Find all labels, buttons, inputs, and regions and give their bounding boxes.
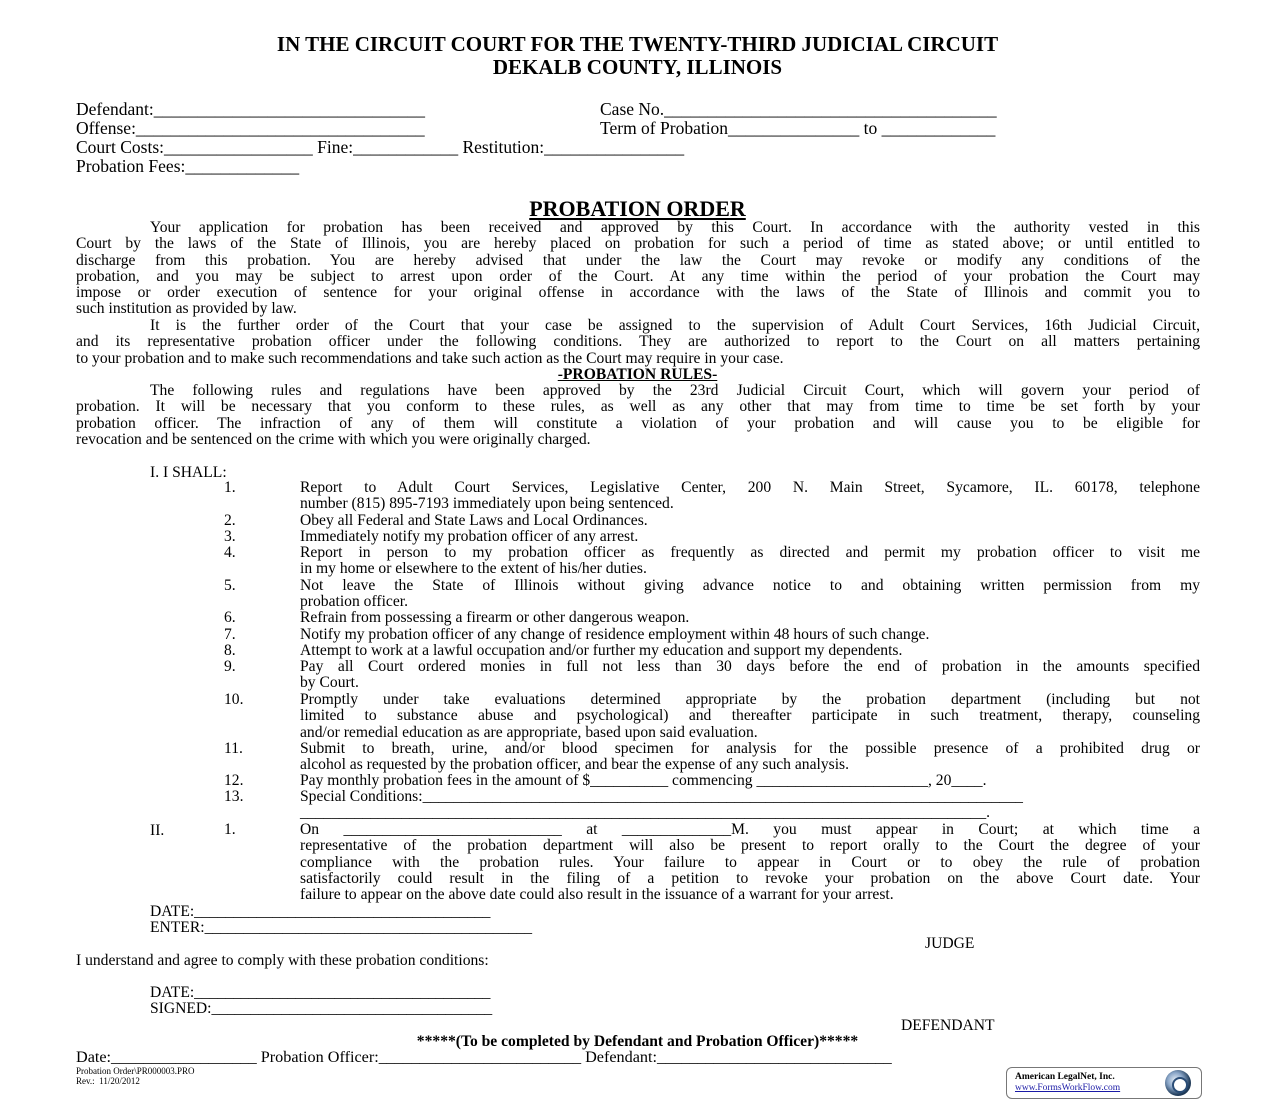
defendant-label: DEFENDANT	[901, 1017, 995, 1034]
rule-line: Pay monthly probation fees in the amount of $__________ commencing ______________________, 20____.	[300, 772, 987, 789]
special-conditions-field[interactable]	[300, 789, 1200, 822]
case-number-field[interactable]: Case No.______________________________________	[600, 99, 997, 119]
rule-line: and/or remedial education as are appropriate, based upon said evaluation.	[300, 723, 758, 741]
judge-enter-field[interactable]: ENTER:__________________________________________	[150, 919, 533, 936]
rule-text	[300, 578, 1200, 611]
rule-number: 3.	[224, 528, 236, 545]
paragraph-line: Court by the laws of the State of Illinois, you are hereby placed on probation for such a period of time as stated above; or until entitled to	[76, 235, 1200, 253]
paragraph-line: to your probation and to make such recommendations and take such action as the Court may require in your case.	[76, 349, 784, 367]
rule-line: probation officer.	[300, 593, 408, 611]
rule-line: On ____________________________ at ______________M. you must appear in Court; at which time a	[300, 821, 1200, 838]
rule-line: satisfactorily could result in the filing of a petition to revoke your probation on the above Court date. Your	[300, 869, 1200, 887]
rule-line: Special Conditions:_____________________________________________________________________________	[300, 788, 1023, 805]
paragraph-line: such institution as provided by law.	[76, 300, 297, 318]
rule-number: 5.	[224, 577, 236, 594]
publisher-logo[interactable]	[1006, 1067, 1202, 1099]
section-two-label: II.	[150, 822, 165, 839]
rule-line: failure to appear on the above date could also result in the issuance of a warrant for your arrest.	[300, 886, 894, 904]
rule-number: 4.	[224, 544, 236, 561]
rule-text	[300, 659, 1200, 692]
rule-line: Immediately notify my probation officer of any arrest.	[300, 528, 639, 545]
judge-label: JUDGE	[925, 935, 975, 952]
rule-number: 8.	[224, 642, 236, 659]
revision-date: Rev.: 11/20/2012	[76, 1076, 140, 1086]
rule-text	[300, 545, 1200, 578]
rule-line: Refrain from possessing a firearm or other dangerous weapon.	[300, 609, 690, 626]
rule-line: Obey all Federal and State Laws and Local Ordinances.	[300, 512, 648, 529]
rule-text	[300, 610, 1200, 626]
rule-number: 11.	[224, 740, 243, 757]
rule-line: compliance with the probation rules. Your failure to appear in Court or to obey the rule of probation	[300, 853, 1200, 871]
rule-text	[300, 513, 1200, 529]
rule-line: Promptly under take evaluations determined appropriate by the probation department (including but not	[300, 691, 1200, 708]
paragraph-line: and its representative probation officer under the following conditions. They are authorized to report to the Court on all matters pertaining	[76, 333, 1200, 351]
globe-icon	[1165, 1070, 1191, 1096]
county-title: DEKALB COUNTY, ILLINOIS	[492, 55, 783, 79]
rule-number: 1.	[224, 479, 236, 496]
rule-line: Notify my probation officer of any change of residence employment within 48 hours of such change.	[300, 626, 930, 643]
paragraph-line: probation. It will be necessary that you conform to these rules, as well as any other that may from time to time be set forth by your	[76, 398, 1200, 416]
rule-text	[300, 643, 1200, 659]
rule-number: 10.	[224, 691, 244, 708]
rule-number: 7.	[224, 626, 236, 643]
publisher-link[interactable]: www.FormsWorkFlow.com	[1015, 1083, 1121, 1093]
rule-text	[300, 741, 1200, 774]
term-of-probation-field[interactable]: Term of Probation_______________ to _____________	[600, 118, 996, 138]
rule-line: alcohol as requested by the probation officer, and bear the expense of any such analysis.	[300, 756, 850, 774]
rule-line: Attempt to work at a lawful occupation and/or further my education and support my dependents.	[300, 642, 903, 659]
rule-line: in my home or elsewhere to the extent of his/her duties.	[300, 560, 647, 578]
probation-rules-heading: -PROBATION RULES-	[557, 366, 718, 383]
paragraph-rules-intro	[76, 383, 1200, 448]
court-title: IN THE CIRCUIT COURT FOR THE TWENTY-THIRD JUDICIAL CIRCUIT	[276, 32, 999, 56]
rule-text	[300, 627, 1200, 643]
defendant-date-field[interactable]: DATE:______________________________________	[150, 984, 491, 1001]
paragraph-line: impose or order execution of sentence for your original offense in accordance with the laws of the State of Illinois and commit you to	[76, 284, 1200, 302]
defendant-field[interactable]: Defendant:_______________________________	[76, 99, 425, 119]
paragraph-line: It is the further order of the Court that your case be assigned to the supervision of Adult Court Services, 16th Judicial Circuit,	[150, 317, 1200, 334]
paragraph-line: probation, and you may be subject to arrest upon order of the Court. At any time within the period of your probation the Court may	[76, 267, 1200, 285]
paragraph-line: revocation and be sentenced on the crime with which you were originally charged.	[76, 430, 591, 448]
rule-number: 12.	[224, 772, 244, 789]
offense-field[interactable]: Offense:_________________________________	[76, 118, 425, 138]
rule-line: ________________________________________________________________________________________.	[300, 804, 991, 822]
agreement-statement: I understand and agree to comply with these probation conditions:	[76, 952, 489, 969]
judge-date-field[interactable]: DATE:______________________________________	[150, 903, 491, 920]
court-appearance-text[interactable]	[300, 822, 1200, 903]
rule-number: 1.	[224, 821, 236, 838]
rule-number: 9.	[224, 658, 236, 675]
probation-fees-field[interactable]: Probation Fees:_____________	[76, 156, 300, 176]
rule-line: Report to Adult Court Services, Legislative Center, 200 N. Main Street, Sycamore, IL. 60178, telephone	[300, 479, 1200, 496]
costs-fine-restitution-field[interactable]: Court Costs:_________________ Fine:____________ Restitution:________________	[76, 137, 685, 157]
publisher-name: American LegalNet, Inc.	[1015, 1072, 1115, 1082]
rule-line: Report in person to my probation officer as frequently as directed and permit my probation officer to visit me	[300, 544, 1200, 561]
form-id: Probation Order\PR000003.PRO	[76, 1066, 195, 1076]
rule-line: Pay all Court ordered monies in full not less than 30 days before the end of probation in the amounts specified	[300, 658, 1200, 675]
paragraph-line: The following rules and regulations have been approved by the 23rd Judicial Circuit Court, which will govern your period of	[150, 382, 1200, 399]
paragraph-approval	[76, 220, 1200, 318]
rule-number: 2.	[224, 512, 236, 529]
completion-note: *****(To be completed by Defendant and Probation Officer)*****	[416, 1033, 859, 1050]
rule-line: Not leave the State of Illinois without giving advance notice to and obtaining written permission from my	[300, 577, 1200, 594]
completion-row-fields[interactable]: Date:__________________ Probation Officer:_________________________ Defendant:_____________________________	[76, 1048, 892, 1066]
rule-line: Submit to breath, urine, and/or blood specimen for analysis for the possible presence of a prohibited drug or	[300, 740, 1200, 757]
paragraph-line: discharge from this probation. You are hereby advised that under the law the Court may revoke or modify any conditions of the	[76, 251, 1200, 269]
defendant-signed-field[interactable]: SIGNED:____________________________________	[150, 1000, 493, 1017]
rule-number: 13.	[224, 788, 244, 805]
rule-number: 6.	[224, 609, 236, 626]
paragraph-supervision	[76, 318, 1200, 367]
rule-line: by Court.	[300, 674, 359, 692]
rule-line: limited to substance abuse and psychological) and thereafter participate in such treatment, therapy, counseling	[300, 707, 1200, 725]
rule-line: number (815) 895-7193 immediately upon being sentenced.	[300, 495, 674, 513]
rule-text	[300, 480, 1200, 513]
rule-text	[300, 529, 1200, 545]
rule-text	[300, 692, 1200, 741]
section-one-label: I. I SHALL:	[150, 464, 227, 481]
paragraph-line: Your application for probation has been received and approved by this Court. In accordance with the authority vested in this	[150, 219, 1200, 236]
paragraph-line: probation officer. The infraction of any of them will constitute a violation of your probation and will cause you to be eligible for	[76, 414, 1200, 432]
rule-line: representative of the probation department will also be present to report orally to the Court the degree of your	[300, 837, 1200, 855]
monthly-fees-field[interactable]	[300, 773, 1200, 789]
document-title: PROBATION ORDER	[529, 196, 746, 221]
